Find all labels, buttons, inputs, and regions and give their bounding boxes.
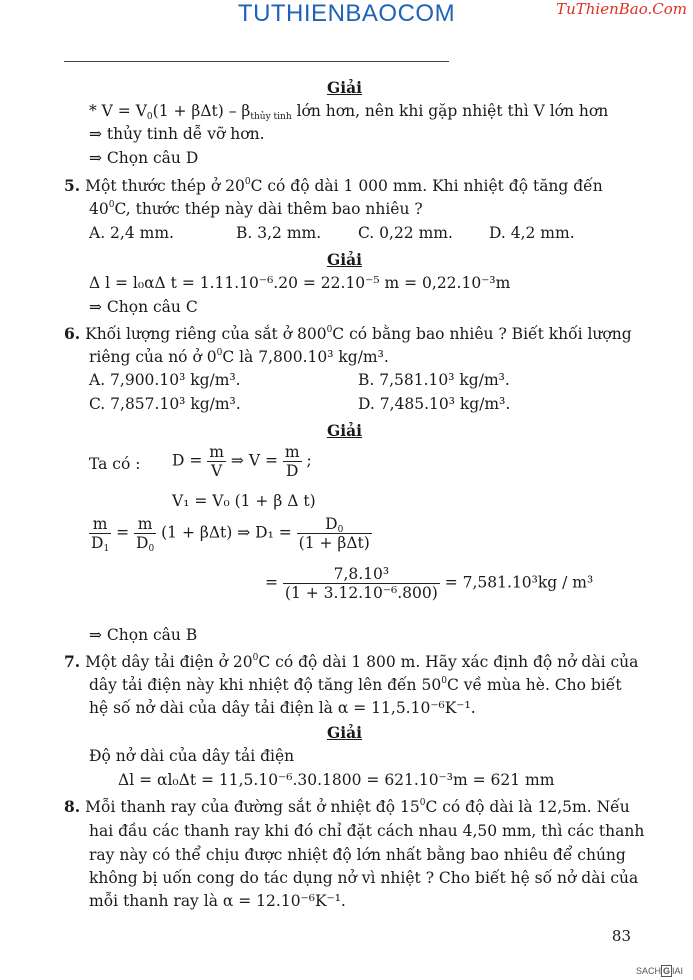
question-8-cont: không bị uốn cong do tác dụng nở vì nhiệt ? Cho biết hệ số nở dài của (89, 869, 639, 887)
prev-answer: ⇒ Chọn câu D (89, 149, 199, 167)
page-number: 83 (611, 927, 631, 945)
taco-label: Ta có : (89, 455, 141, 473)
publisher-logo: SACH G IAI (635, 966, 683, 976)
q5-answer: ⇒ Chọn câu C (89, 298, 198, 316)
question-7: 7. Một dây tải điện ở $20^0C$ có độ dài 1 800 m. Hãy xác định độ nở dài của (64, 652, 639, 671)
question-5-cont: $40^0C$, thước thép này dài thêm bao nhiêu ? (89, 200, 423, 218)
solution-heading: Giải (327, 78, 363, 97)
solution-heading: Giải (327, 421, 363, 440)
question-8-cont: ray này có thể chịu được nhiệt độ lớn nhất bằng bao nhiêu để chúng (89, 846, 626, 864)
question-8-cont: mỗi thanh ray là α = 12.10⁻⁶K⁻¹. (89, 892, 346, 910)
prev-solution-line: ⇒ thủy tinh dễ vỡ hơn. (89, 125, 265, 143)
site-header: TUTHIENBAOCOM (237, 0, 456, 27)
question-6-cont: riêng của nó ở $0^0C$ là 7,800.10³ kg/m³. (89, 348, 389, 366)
option-d: D. 7,485.10³ kg/m³. (358, 395, 511, 413)
q6-answer: ⇒ Chọn câu B (89, 626, 198, 644)
option-a: A. 7,900.10³ kg/m³. (89, 371, 241, 389)
question-6: 6. Khối lượng riêng của sắt ở $800^0C$ có bằng bao nhiêu ? Biết khối lượng (64, 324, 632, 343)
question-8: 8. Mỗi thanh ray của đường sắt ở nhiệt độ $15^0C$ có độ dài là 12,5m. Nếu (64, 797, 630, 816)
option-a: A. 2,4 mm. (89, 224, 174, 242)
brand-logo: TuThienBao.Com (556, 0, 687, 18)
question-8-cont: hai đầu các thanh ray khi đó chỉ đặt cách nhau 4,50 mm, thì các thanh (89, 822, 645, 840)
density-ratio-formula: $\frac{m}{D_1}$ = $\frac{m}{D_0}$ (1 + βΔt) ⇒ D₁ = $\frac{D_0}{\text{(1 + βΔt)}}$ (91, 515, 370, 554)
header-rule (64, 61, 449, 62)
option-c: C. 7,857.10³ kg/m³. (89, 395, 241, 413)
q7-solution-intro: Độ nở dài của dây tải điện (89, 747, 295, 765)
question-5: 5. Một thước thép ở $20^0C$ có độ dài 1 000 mm. Khi nhiệt độ tăng đến (64, 176, 603, 195)
question-7-cont: dây tải điện này khi nhiệt độ tăng lên đến $50^0C$ về mùa hè. Cho biết (89, 676, 622, 694)
solution-heading: Giải (327, 723, 363, 742)
density-formula: D = $\frac{m}{V}$ ⇒ V = $\frac{m}{D}$ ; (172, 443, 312, 480)
q7-solution-formula: Δl = αl₀Δt = 11,5.10⁻⁶.30.1800 = 621.10⁻³m = 621 mm (118, 771, 555, 789)
prev-solution-line: * $V = V_0(1 + \beta\Delta t) - \beta_{thủy tinh}$ lớn hơn, nên khi gặp nhiệt thì V lớn hơn (89, 102, 609, 122)
option-b: B. 7,581.10³ kg/m³. (358, 371, 510, 389)
question-7-cont: hệ số nở dài của dây tải điện là α = 11,5.10⁻⁶K⁻¹. (89, 699, 476, 717)
density-result-formula: = $\frac{\text{7,8.10³}}{\text{(1 + 3.12.10⁻⁶.800)}}$ = 7,581.10³kg / m³ (265, 565, 594, 602)
volume-formula: V₁ = V₀ (1 + β Δ t) (172, 492, 316, 510)
q5-solution: Δ l = l₀αΔ t = 1.11.10⁻⁶.20 = 22.10⁻⁵ m = 0,22.10⁻³m (89, 274, 511, 292)
option-d: D. 4,2 mm. (489, 224, 575, 242)
option-b: B. 3,2 mm. (236, 224, 322, 242)
option-c: C. 0,22 mm. (358, 224, 453, 242)
solution-heading: Giải (327, 250, 363, 269)
